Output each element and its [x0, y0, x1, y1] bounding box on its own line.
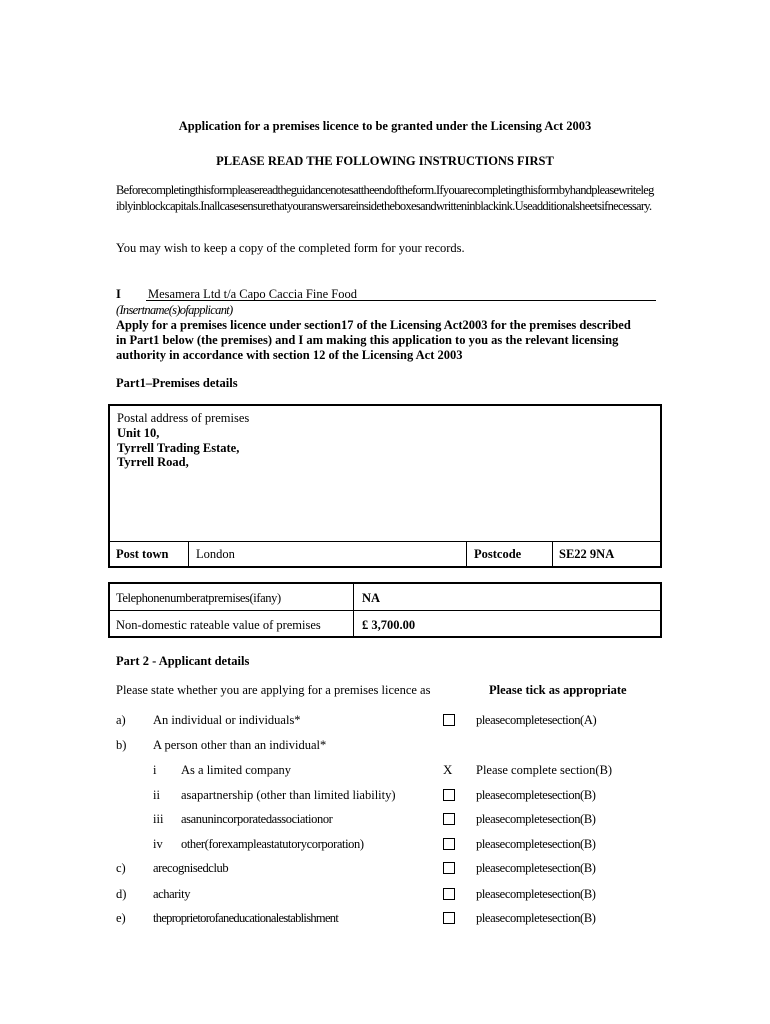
- option-label: As a limited company: [181, 763, 292, 777]
- option-label: other(forexampleastatutorycorporation): [181, 837, 364, 851]
- page-title: Application for a premises licence to be granted under the Licensing Act 2003: [178, 119, 592, 133]
- part1-heading: Part1–Premises details: [116, 376, 238, 390]
- telephone-label: Telephonenumberatpremises(ifany): [116, 591, 281, 605]
- address-line-3[interactable]: Tyrrell Road,: [117, 455, 189, 469]
- option-label: arecognisedclub: [153, 861, 229, 875]
- option-action: Please complete section(B): [476, 763, 613, 777]
- option-label: asapartnership (other than limited liability): [181, 788, 396, 802]
- option-a-checkbox[interactable]: [443, 714, 455, 726]
- applicant-prefix: I: [116, 287, 121, 301]
- option-e-checkbox[interactable]: [443, 912, 455, 924]
- option-marker: ii: [153, 788, 160, 802]
- postcode-label-divider: [466, 541, 467, 567]
- option-c-checkbox[interactable]: [443, 862, 455, 874]
- option-action: pleasecompletesection(B): [476, 887, 596, 901]
- post-town-label: Post town: [116, 547, 169, 561]
- instructions-heading: PLEASE READ THE FOLLOWING INSTRUCTIONS FIRST: [216, 154, 554, 168]
- option-label: acharity: [153, 887, 191, 901]
- applicant-name-hint: (Insertname(s)ofapplicant): [116, 303, 233, 317]
- option-action: pleasecompletesection(B): [476, 788, 596, 802]
- option-action: pleasecompletesection(B): [476, 911, 596, 925]
- option-marker: iii: [153, 812, 164, 826]
- option-iv-checkbox[interactable]: [443, 838, 455, 850]
- option-action: pleasecompletesection(B): [476, 861, 596, 875]
- applicant-name-underline: [146, 300, 656, 301]
- applicant-name-field[interactable]: Mesamera Ltd t/a Capo Caccia Fine Food: [148, 287, 357, 301]
- option-label: An individual or individuals*: [153, 713, 301, 727]
- premises-address-box: [108, 404, 662, 568]
- postal-address-label: Postal address of premises: [117, 411, 250, 425]
- option-d-checkbox[interactable]: [443, 888, 455, 900]
- option-iii-checkbox[interactable]: [443, 813, 455, 825]
- address-line-1[interactable]: Unit 10,: [117, 426, 160, 440]
- option-marker: c): [116, 861, 126, 875]
- postcode-label: Postcode: [474, 547, 522, 561]
- instructions-text: Beforecompletingthisformpleasereadtheguidancenotesattheendoftheform.Ifyouarecompletingthisformbyhandpleasewritelegiblyinblockcapitals.Inallcasesensurethatyouranswersareinsidetheboxesandwritteninblackink.Useadditionalsheetsifnecessary.: [116, 183, 654, 213]
- rateable-label: Non-domestic rateable value of premises: [116, 618, 321, 632]
- option-action: pleasecompletesection(B): [476, 812, 596, 826]
- option-ii-checkbox[interactable]: [443, 789, 455, 801]
- keep-copy-text: You may wish to keep a copy of the completed form for your records.: [116, 241, 465, 255]
- option-label: A person other than an individual*: [153, 738, 327, 752]
- option-marker: iv: [153, 837, 163, 851]
- option-marker: e): [116, 911, 126, 925]
- post-town-value[interactable]: London: [196, 547, 235, 561]
- part2-heading: Part 2 - Applicant details: [116, 654, 250, 668]
- option-action: pleasecompletesection(A): [476, 713, 597, 727]
- option-label: asanunincorporatedassociationor: [181, 812, 333, 826]
- address-box-divider: [109, 541, 661, 542]
- telephone-value[interactable]: NA: [362, 591, 381, 605]
- post-town-divider: [188, 541, 189, 567]
- postcode-value[interactable]: SE22 9NA: [559, 547, 615, 561]
- option-action: pleasecompletesection(B): [476, 837, 596, 851]
- premises-info-divider: [109, 610, 661, 611]
- option-marker: b): [116, 738, 127, 752]
- tick-heading: Please tick as appropriate: [489, 683, 627, 697]
- premises-info-col-divider: [353, 583, 354, 637]
- part2-question: Please state whether you are applying for a premises licence as: [116, 683, 431, 697]
- apply-statement: Apply for a premises licence under section17 of the Licensing Act2003 for the premises described in Part1 below (the premises) and I am making this application to you as the relevant licensing authority in accordance with section 12 of the Licensing Act 2003: [116, 318, 631, 362]
- option-marker: i: [153, 763, 157, 777]
- rateable-value[interactable]: £ 3,700.00: [362, 618, 416, 632]
- option-marker: d): [116, 887, 127, 901]
- option-i-tick-mark[interactable]: X: [443, 762, 453, 777]
- option-marker: a): [116, 713, 126, 727]
- option-label: theproprietorofaneducationalestablishment: [153, 911, 339, 925]
- address-line-2[interactable]: Tyrrell Trading Estate,: [117, 441, 240, 455]
- postcode-value-divider: [552, 541, 553, 567]
